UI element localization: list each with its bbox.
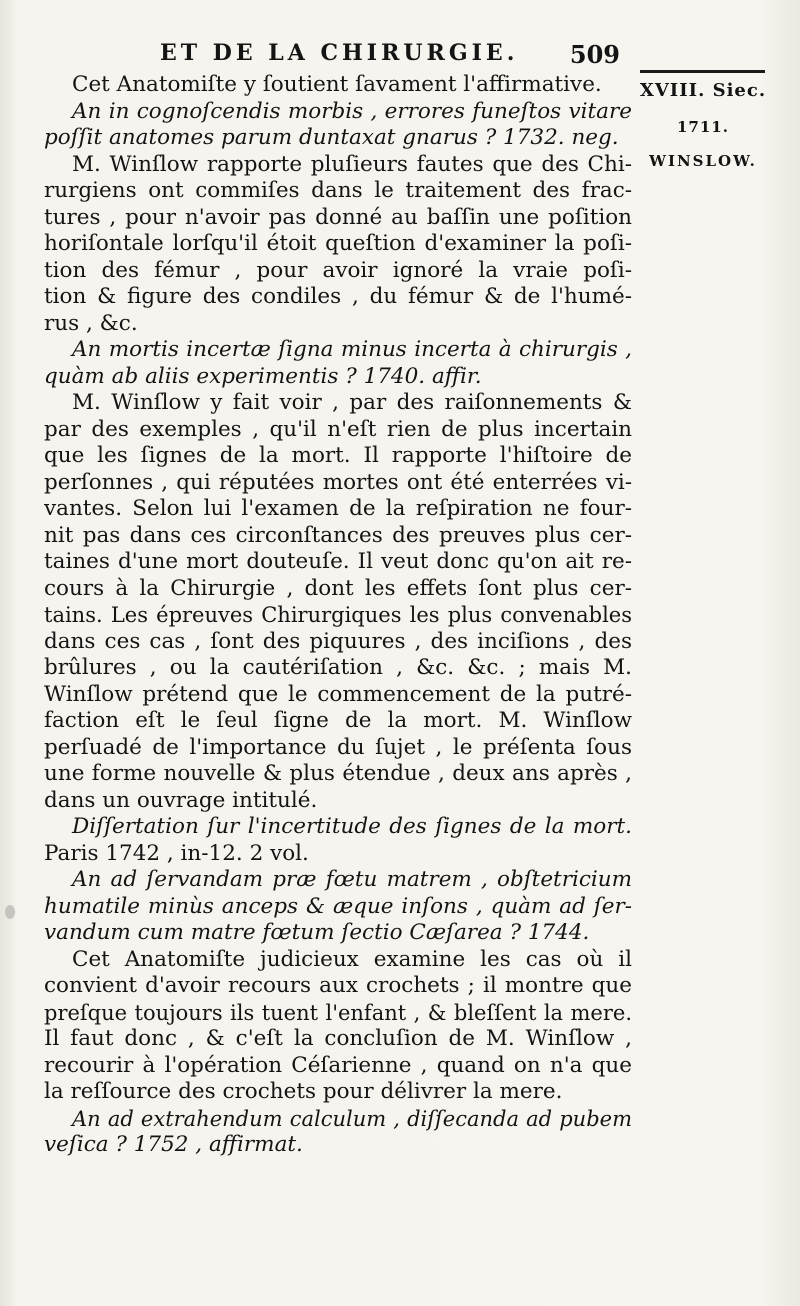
text-line: vandum cum matre fœtum ſectio Cæſarea ? 1744.	[44, 920, 590, 945]
text-line: la reſſource des crochets pour délivrer la mere.	[44, 1079, 563, 1104]
ink-blot	[5, 905, 15, 919]
text-line: veſica ? 1752 , affirmat.	[44, 1132, 303, 1157]
text-line: brûlures , ou la cautériſation , &c. &c. ; mais M.	[44, 655, 632, 680]
margin-author: WINSLOW.	[649, 152, 757, 170]
text-line: An mortis incertæ ſigna minus incerta à chirurgis ,	[72, 337, 632, 362]
text-line: faction eſt le ſeul ſigne de la mort. M. Winſlow	[44, 708, 632, 733]
text-line: preſque toujours ils tuent l'enfant , & bleſſent la mere.	[44, 1000, 632, 1025]
margin-century: XVIII. Siec.	[639, 80, 767, 101]
text-line: humatile minùs anceps & æque inſons , quàm ad ſer-	[44, 893, 632, 919]
text-line: que les ſignes de la mort. Il rapporte l'hiſtoire de	[44, 443, 632, 468]
body-text	[44, 72, 632, 1159]
text-line: Winſlow prétend que le commencement de la putré-	[44, 681, 632, 707]
margin-rule	[640, 70, 765, 73]
text-line: tion des fémur , pour avoir ignoré la vraie poſi-	[44, 257, 632, 283]
text-line: horiſontale lorſqu'il étoit queſtion d'examiner la poſi-	[44, 231, 632, 256]
text-line: An ad extrahendum calculum , diſſecanda ad pubem	[72, 1106, 632, 1131]
text-line: convient d'avoir recours aux crochets ; il montre que	[44, 973, 632, 998]
text-line: Diſſertation ſur l'incertitude des ſignes de la mort.	[72, 814, 632, 839]
text-line: nit pas dans ces circonſtances des preuves plus cer-	[44, 522, 632, 548]
text-line: perſuadé de l'importance du ſujet , le préſenta ſous	[44, 734, 632, 760]
running-head: ET DE LA CHIRURGIE.	[160, 40, 519, 66]
text-line: une forme nouvelle & plus étendue , deux ans après ,	[44, 761, 632, 786]
text-line: Il faut donc , & c'eſt la concluſion de M. Winſlow ,	[44, 1026, 632, 1051]
page-header	[140, 40, 620, 72]
text-line: Cet Anatomiſte judicieux examine les cas où il	[72, 946, 632, 972]
text-line: perſonnes , qui réputées mortes ont été enterrées vi-	[44, 469, 632, 495]
text-line: rurgiens ont commiſes dans le traitement des frac-	[44, 178, 632, 203]
text-line: cours à la Chirurgie , dont les effets ſont plus cer-	[44, 575, 632, 601]
text-line: recourir à l'opération Céſarienne , quand on n'a que	[44, 1052, 632, 1078]
text-line: vantes. Selon lui l'examen de la reſpiration ne four-	[44, 496, 632, 521]
text-line: dans ces cas , ſont des piquures , des inciſions , des	[44, 628, 632, 654]
text-line: taines d'une mort douteuſe. Il veut donc qu'on ait re-	[44, 549, 632, 574]
text-line: dans un ouvrage intitulé.	[44, 787, 318, 813]
text-line: tains. Les épreuves Chirurgiques les plus convenables	[44, 603, 632, 627]
text-line: poſſit anatomes parum duntaxat gnarus ? 1732. neg.	[44, 125, 619, 150]
margin-year: 1711.	[677, 118, 729, 136]
text-line: par des exemples , qu'il n'eſt rien de plus incertain	[44, 416, 632, 442]
text-line: M. Winſlow y fait voir , par des raiſonnements &	[72, 390, 632, 415]
text-line: Cet Anatomiſte y ſoutient ſavament l'affirmative.	[72, 72, 602, 97]
text-line: quàm ab aliis experimentis ? 1740. affir.	[44, 363, 482, 389]
text-line: An in cognoſcendis morbis , errores funeſtos vitare	[72, 98, 632, 124]
text-line: An ad ſervandam præ fœtu matrem , obſtetricium	[72, 867, 632, 892]
text-line: tures , pour n'avoir pas donné au baſſin une poſition	[44, 204, 632, 230]
text-line: Paris 1742 , in-12. 2 vol.	[44, 840, 309, 866]
text-line: rus , &c.	[44, 310, 138, 336]
text-line: M. Winſlow rapporte pluſieurs fautes que des Chi-	[72, 151, 632, 177]
text-line: tion & figure des condiles , du fémur & de l'humé-	[44, 284, 632, 309]
page-number: 509	[569, 40, 620, 69]
